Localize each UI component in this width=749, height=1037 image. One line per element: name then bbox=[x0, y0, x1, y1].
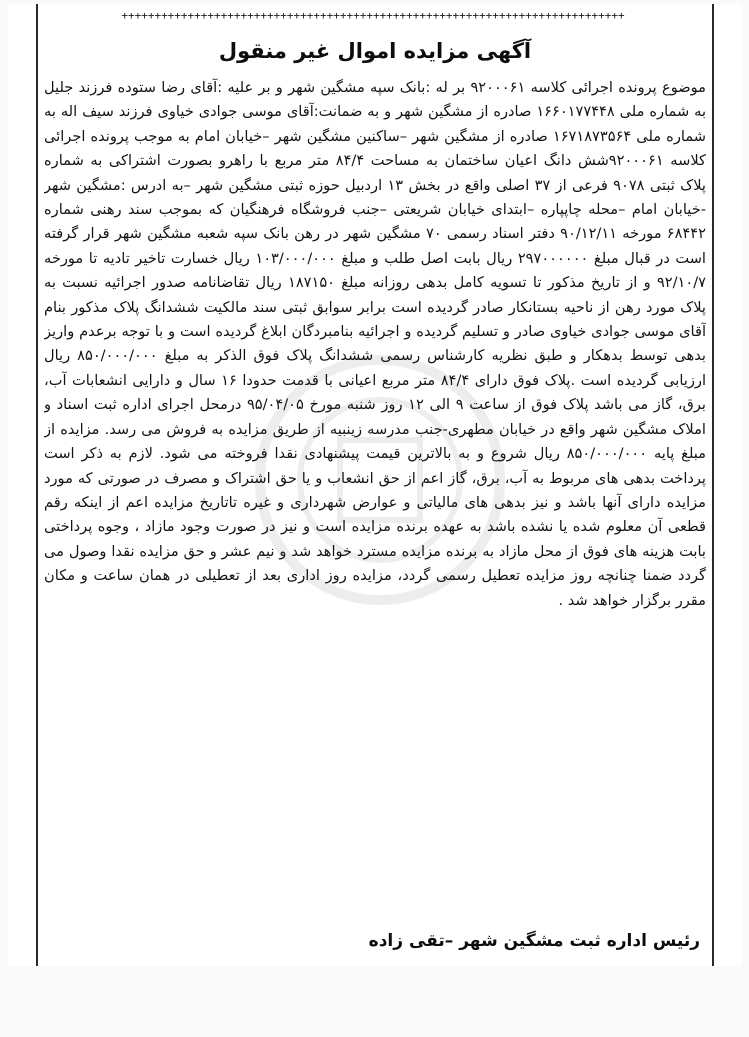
frame-right-border bbox=[712, 4, 714, 966]
notice-title: آگهی مزایده اموال غیر منقول bbox=[218, 39, 532, 63]
plus-divider-rule: ++++++++++++++++++++++++++++++++++++++++++++++++++++++++++++++++++++++++++++ bbox=[121, 9, 625, 22]
frame-left-border bbox=[36, 4, 38, 966]
notice-signature: رئیس اداره ثبت مشگین شهر –تقی زاده bbox=[368, 931, 700, 951]
notice-body: موضوع پرونده اجرائی کلاسه ۹۲۰۰۰۶۱ بر له :بانک سپه مشگین شهر و بر علیه :آقای رضا ستوده فرزند جلیل به شماره ملی ۱۶۶۰۱۷۷۴۴۸ صادره از مشگین شهر و به ضمانت:آقای موسی جوادی خیاوی فرزند سیف اله به شماره ملی ۱۶۷۱۸۷۳۵۶۴ صادره از مشگین شهر –ساکنین مشگین شهر –خیابان امام به موجب پرونده اجرائی کلاسه ۹۲۰۰۰۶۱شش دانگ اعیان ساختمان به مساحت ۸۴/۴ متر مربع با راهرو بصورت اشتراکی به شماره پلاک ثبتی ۹۰۷۸ فرعی از ۳۷ اصلی واقع در بخش ۱۳ اردبیل حوزه ثبتی مشگین شهر –به ادرس :مشگین شهر -خیابان امام –محله چاپپاره –ابتدای خیابان شریعتی –جنب فروشگاه فرهنگیان که بموجب سند رهنی شماره ۶۸۴۴۲ مورخه ۹۰/۱۲/۱۱ دفتر اسناد رسمی ۷۰ مشگین شهر در رهن بانک سپه شعبه مشگین شهر قرار گرفته است در قبال مبلغ ۲۹۷۰۰۰۰۰۰ ریال بابت اصل طلب و مبلغ ۱۰۳/۰۰۰/۰۰۰ ریال خسارت تاخیر تادیه تا مورخه ۹۲/۱۰/۷ و از تاریخ مذکور تا تسویه کامل بدهی روزانه مبلغ ۱۸۷۱۵۰ ریال تقاضانامه صدور اجرائیه نسبت به پلاک مورد رهن از ناحیه بستانکار صادر گردیده است برابر سوابق ثبتی سند مالکیت ششدانگ پلاک مذکور بنام آقای موسی جوادی خیاوی صادر و تسلیم گردیده و اجرائیه بنامبردگان ابلاغ گردیده است و با توجه برعدم واریز بدهی توسط بدهکار و طبق نظریه کارشناس رسمی ششدانگ پلاک فوق الذکر به مبلغ ۸۵۰/۰۰۰/۰۰۰ ریال ارزیابی گردیده است .پلاک فوق دارای ۸۴/۴ متر مربع اعیانی با قدمت حدودا ۱۶ سال و دارایی انشعابات آب، برق، گاز می باشد پلاک فوق از ساعت ۹ الی ۱۲ روز شنبه مورخ ۹۵/۰۴/۰۵ درمحل اجرای اداره ثبت اسناد و املاک مشگین شهر واقع در خیابان مطهری-جنب مدرسه زینبیه از طریق مزایده به فروش می رسد. مزایده از مبلغ پایه ۸۵۰/۰۰۰/۰۰۰ ریال شروع و به بالاترین قیمت پیشنهادی نقدا فروخته می شود. لازم به ذکر است پرداخت بدهی های مربوط به آب، برق، گاز اعم از حق انشعاب و یا حق اشتراک و مصرف در صورتی که مورد مزایده دارای آنها باشد و نیز بدهی های مالیاتی و عوارض شهرداری و غیره تاتاریخ مزایده اعم از اینکه رقم قطعی آن معلوم شده یا نشده باشد به عهده برنده مزایده است و نیز در صورت وجود مازاد ، وجوه پرداختی بابت هزینه های فوق از محل مازاد به برنده مزایده مسترد خواهد شد و نیم عشر و حق مزایده نقدا وصول می گردد ضمنا چنانچه روز مزایده تعطیل رسمی گردد، مزایده روز اداری بعد از تعطیلی در همان ساعت و مکان مقرر برگزار خواهد شد . bbox=[44, 79, 706, 609]
